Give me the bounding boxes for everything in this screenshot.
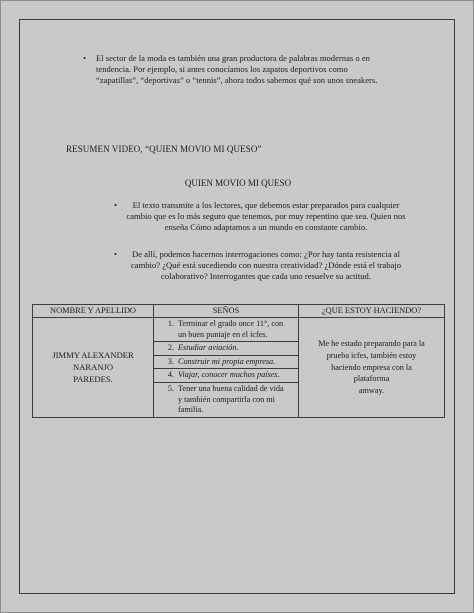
bullet-dot: •	[114, 200, 118, 210]
dream-number: 1.	[167, 319, 174, 328]
table-row	[33, 318, 445, 418]
bullet-line: cambio? ¿Qué está sucediendo con nuestra creatividad? ¿Dónde está el trabajo	[130, 260, 402, 271]
header-name: NOMBRE Y APELLIDO	[33, 305, 154, 318]
bullet-dot: •	[114, 249, 118, 259]
dreams-table	[32, 304, 445, 418]
dream-line: Estudiar aviación.	[178, 343, 239, 353]
doing-line: prueba icfes, también estoy	[326, 350, 417, 360]
doing-cell	[299, 318, 445, 418]
header-dreams: SEÑOS	[154, 305, 299, 318]
bullet-line: colaborativo? Interrogantes que cada uno resuelve su actitud.	[161, 271, 371, 282]
bullet-line: De allí, podemos hacernos interrogaciones como: ¿Por hay tanta resistencia al	[132, 249, 400, 259]
dream-text	[178, 384, 298, 416]
student-name-cell	[33, 318, 154, 418]
bullet-dot: •	[83, 53, 87, 63]
dreams-cell	[154, 318, 299, 418]
doing-line: haciendo empresa con la plataforma	[331, 362, 412, 384]
summary-bullet-1	[116, 200, 416, 234]
dream-text	[178, 319, 298, 340]
section-title: QUIEN MOVIO MI QUESO	[184, 178, 292, 188]
bullet-line: El texto transmite a los lectores, que debemos estar preparados para cualquier	[132, 200, 400, 210]
doing-line: Me he estado preparando para la	[318, 339, 425, 349]
dream-item	[154, 356, 298, 370]
doing-line: amway.	[358, 385, 385, 395]
dream-text	[178, 357, 298, 368]
name-line: NARANJO	[72, 362, 114, 373]
bullet-line: enseña Cómo adaptamos a un mundo en constante cambio.	[164, 222, 368, 233]
dream-item	[154, 369, 298, 383]
dream-item	[154, 318, 298, 342]
name-line: JIMMY ALEXANDER	[52, 350, 134, 361]
dream-text	[178, 370, 298, 381]
dream-line: Tener una buena calidad de vida	[178, 383, 284, 393]
bullet-line: El sector de la moda es también una gran productora de palabras modernas o en	[96, 53, 370, 63]
dream-number: 2.	[167, 343, 174, 353]
name-line: PAREDES.	[73, 374, 113, 385]
dream-number: 4.	[167, 370, 174, 380]
summary-heading: RESUMEN VIDEO, “QUIEN MOVIO MI QUESO”	[66, 144, 262, 154]
dream-item	[154, 383, 298, 417]
fashion-bullet	[83, 53, 426, 87]
dream-line: Construir mi propia empresa.	[178, 356, 276, 366]
bullet-line: cambio que es lo más seguro que tenemos, por muy repentino que sea. Quien nos	[126, 211, 406, 222]
bullet-line: tendencia. Por ejemplo, si antes conocíamos los zapatos deportivos como	[96, 64, 348, 75]
dream-line: y también compartirla con mi	[178, 394, 275, 404]
dream-item	[154, 342, 298, 356]
dream-number: 3.	[167, 356, 174, 366]
dream-line: un buen puntaje en el icfes.	[178, 329, 268, 339]
dream-line: Viajar, conocer muchos países.	[178, 370, 280, 380]
dream-number: 5.	[167, 383, 174, 393]
header-doing: ¿QUE ESTOY HACIENDO?	[299, 305, 445, 318]
dream-line: familia.	[178, 405, 204, 415]
bullet-line: “zapatillas”, “deportivas” o “tennis”, ahora todos sabemos qué son unos sneakers.	[96, 75, 378, 86]
table-header-row	[33, 305, 445, 318]
summary-bullet-2	[116, 249, 416, 283]
dream-line: Terminar el grado once 11°, con	[178, 319, 284, 328]
dream-text	[178, 343, 298, 354]
